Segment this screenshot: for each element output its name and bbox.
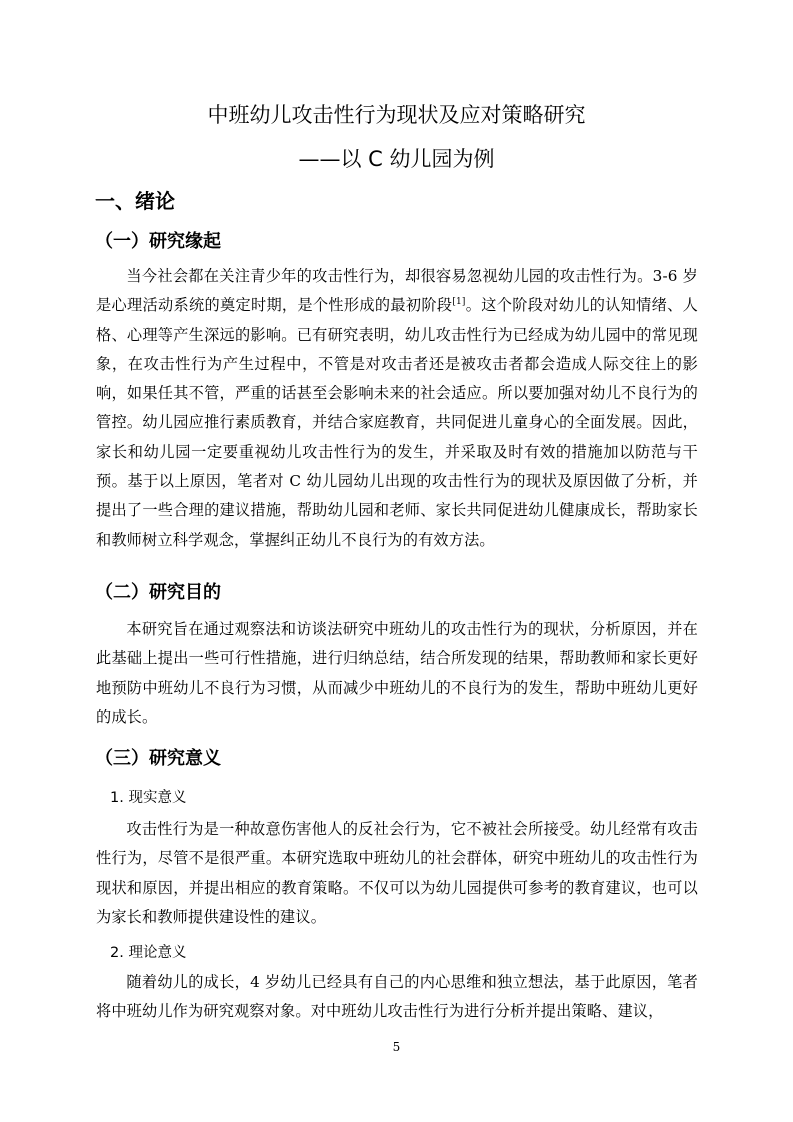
paper-subtitle: ——以 C 幼儿园为例 [298, 147, 495, 171]
subsection-heading-purpose: （二）研究目的 [95, 582, 221, 603]
paragraph-origin-text-2: 。这个阶段对幼儿的认知情绪、人格、心理等产生深远的影响。已有研究表明，幼儿攻击性行为已经成为幼儿园中的常见现象，在攻击性行为产生过程中，不管是对攻击者还是被攻击者都会造成人际交往上的影响，如果任其不管，严重的话甚至会影响未来的社会适应。所以要加强对幼儿不良行为的管控。幼儿园应推行素质教育，并结合家庭教育，共同促进儿童身心的全面发展。因此，家长和幼儿园一定要重视幼儿攻击性行为的发生，并采取及时有效的措施加以防范与干预。基于以上原因，笔者对 C 幼儿园幼儿出现的攻击性行为的现状及原因做了分析，并提出了一些合理的建议措施，帮助幼儿园和老师、家长共同促进幼儿健康成长，帮助家长和教师树立科学观念，掌握纠正幼儿不良行为的有效方法。 [96, 296, 698, 549]
subsection-heading-origin: （一）研究缘起 [95, 231, 221, 252]
paragraph-theoretical-significance: 随着幼儿的成长，4 岁幼儿已经具有自己的内心思维和独立想法，基于此原因，笔者将中班幼儿作为研究观察对象。对中班幼儿攻击性行为进行分析并提出策略、建议， [96, 973, 698, 1021]
subheading-theoretical-significance: 2. 理论意义 [110, 945, 187, 961]
paper-title: 中班幼儿攻击性行为现状及应对策略研究 [207, 103, 586, 127]
paragraph-practical-significance: 攻击性行为是一种故意伤害他人的反社会行为，它不被社会所接受。幼儿经常有攻击性行为，尽管不是很严重。本研究选取中班幼儿的社会群体，研究中班幼儿的攻击性行为现状和原因，并提出相应的教育策略。不仅可以为幼儿园提供可参考的教育建议，也可以为家长和教师提供建设性的建议。 [96, 820, 698, 926]
subheading-practical-significance: 1. 现实意义 [110, 790, 187, 806]
paragraph-origin [96, 262, 698, 555]
page-number: 5 [392, 1040, 401, 1054]
subsection-heading-significance: （三）研究意义 [95, 748, 221, 769]
section-heading-introduction: 一、绪论 [95, 189, 175, 213]
paragraph-purpose: 本研究旨在通过观察法和访谈法研究中班幼儿的攻击性行为的现状，分析原因，并在此基础上提出一些可行性措施，进行归纳总结，结合所发现的结果，帮助教师和家长更好地预防中班幼儿不良行为习惯，从而减少中班幼儿的不良行为的发生，帮助中班幼儿更好的成长。 [96, 620, 698, 726]
citation-reference: [1] [452, 297, 466, 308]
paragraph-origin-text-1: 当今社会都在关注青少年的攻击性行为，却很容易忽视幼儿园的攻击性行为。3-6 岁是心理活动系统的奠定时期，是个性形成的最初阶段 [96, 267, 698, 315]
